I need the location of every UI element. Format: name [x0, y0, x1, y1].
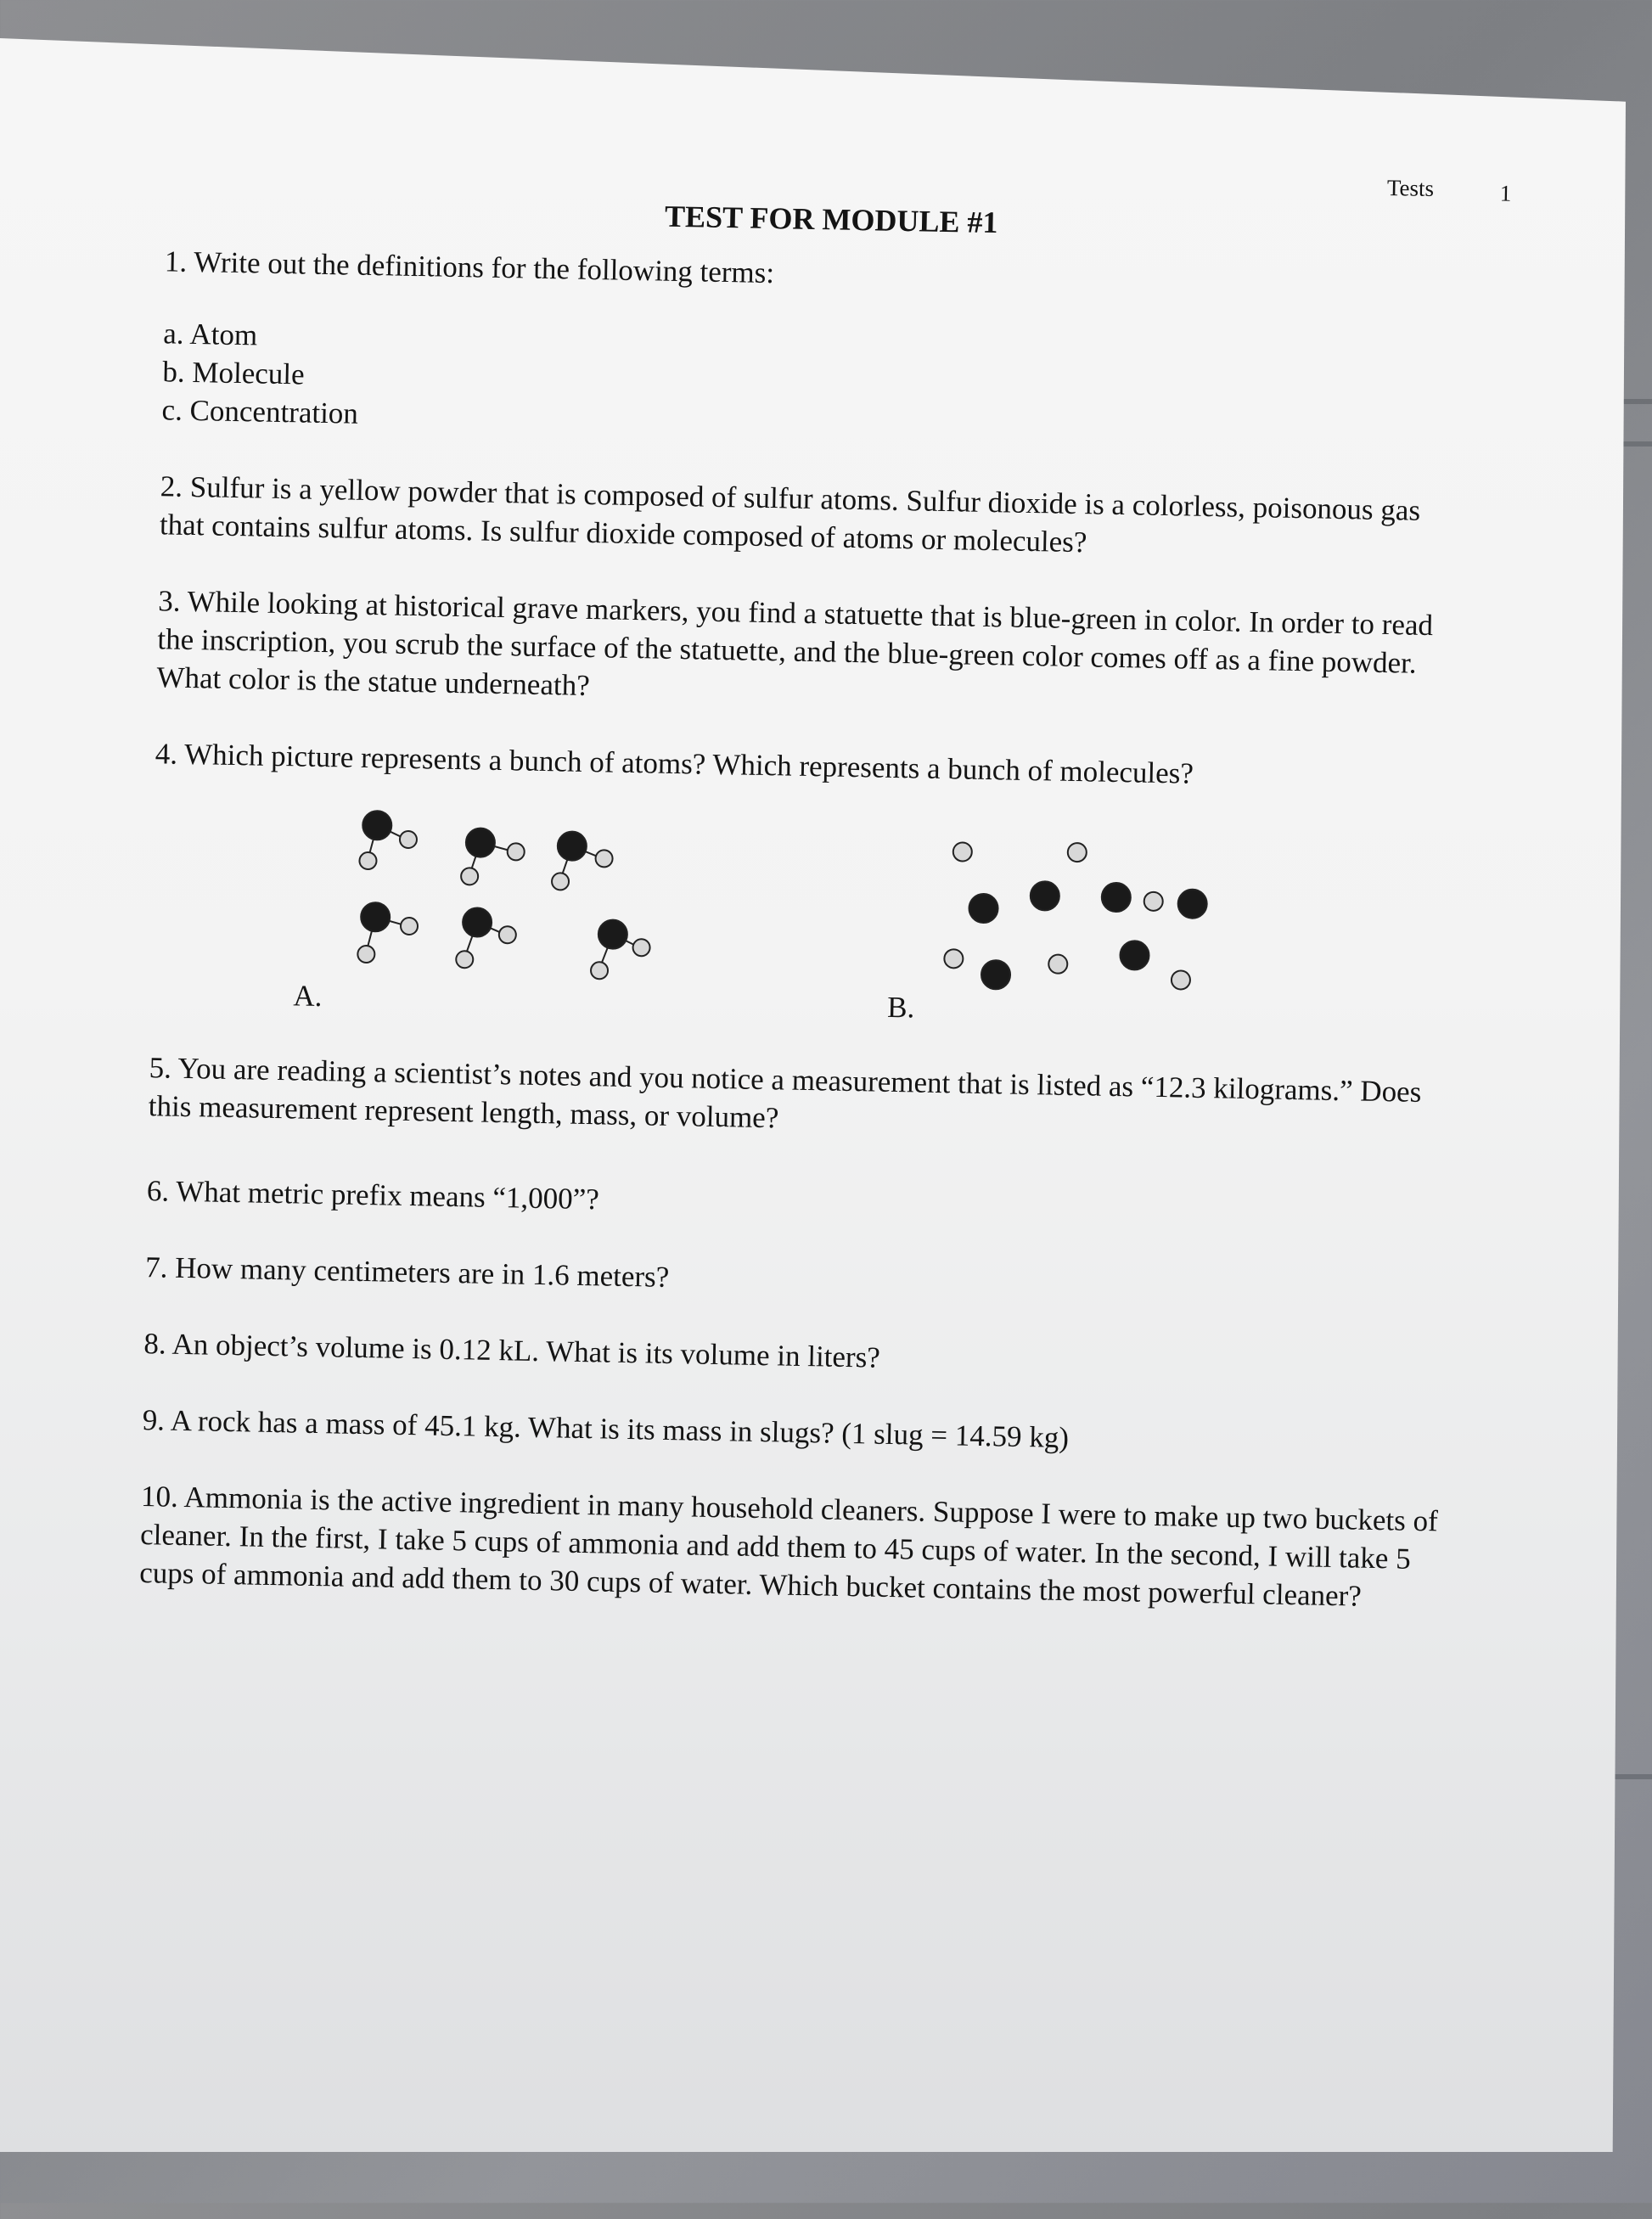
figure-b-label: B.	[886, 990, 915, 1025]
question-4: 4. Which picture represents a bunch of atoms? Which represents a bunch of molecules?	[155, 737, 1194, 790]
question-9: 9. A rock has a mass of 45.1 kg. What is its mass in slugs? (1 slug = 14.59 kg)	[142, 1403, 1070, 1455]
question-7: 7. How many centimeters are in 1.6 meters?	[144, 1250, 670, 1294]
term-concentration: c. Concentration	[161, 393, 359, 430]
figure-b-atoms	[934, 834, 1243, 1010]
question-5: 5. You are reading a scientist’s notes and you notice a measurement that is listed as “12.3 kilograms.” Does this measurement represent length, mass, or volume?	[148, 1051, 1422, 1135]
question-3: 3. While looking at historical grave markers, you find a statuette that is blue-green in color. In order to read the inscription, you scrub the surface of the statuette, and the blue-green color comes off as a fine powder. What color is the statue underneath?	[156, 584, 1434, 703]
question-6: 6. What metric prefix means “1,000”?	[146, 1174, 600, 1216]
figure-a-label: A.	[293, 979, 323, 1014]
page-title: TEST FOR MODULE #1	[664, 199, 998, 240]
figure-a-molecules	[340, 806, 700, 1008]
header-section: Tests	[1386, 174, 1435, 202]
page-number: 1	[1499, 180, 1512, 206]
question-8: 8. An object’s volume is 0.12 kL. What is its volume in liters?	[143, 1327, 881, 1374]
question-1: 1. Write out the definitions for the following terms:	[164, 244, 775, 290]
term-atom: a. Atom	[162, 317, 258, 352]
term-molecule: b. Molecule	[162, 355, 306, 391]
question-2: 2. Sulfur is a yellow powder that is composed of sulfur atoms. Sulfur dioxide is a colorless, poisonous gas that contains sulfur atoms. Is sulfur dioxide composed of atoms or molecules?	[159, 469, 1421, 559]
question-10: 10. Ammonia is the active ingredient in many household cleaners. Suppose I were to make up two buckets of cleaner. In the first, I take 5 cups of ammonia and add them to 45 cups of water. In the second, I will take 5 cups of ammonia and add them to 30 cups of water. Which bucket contains the most powerful cleaner?	[138, 1480, 1439, 1613]
